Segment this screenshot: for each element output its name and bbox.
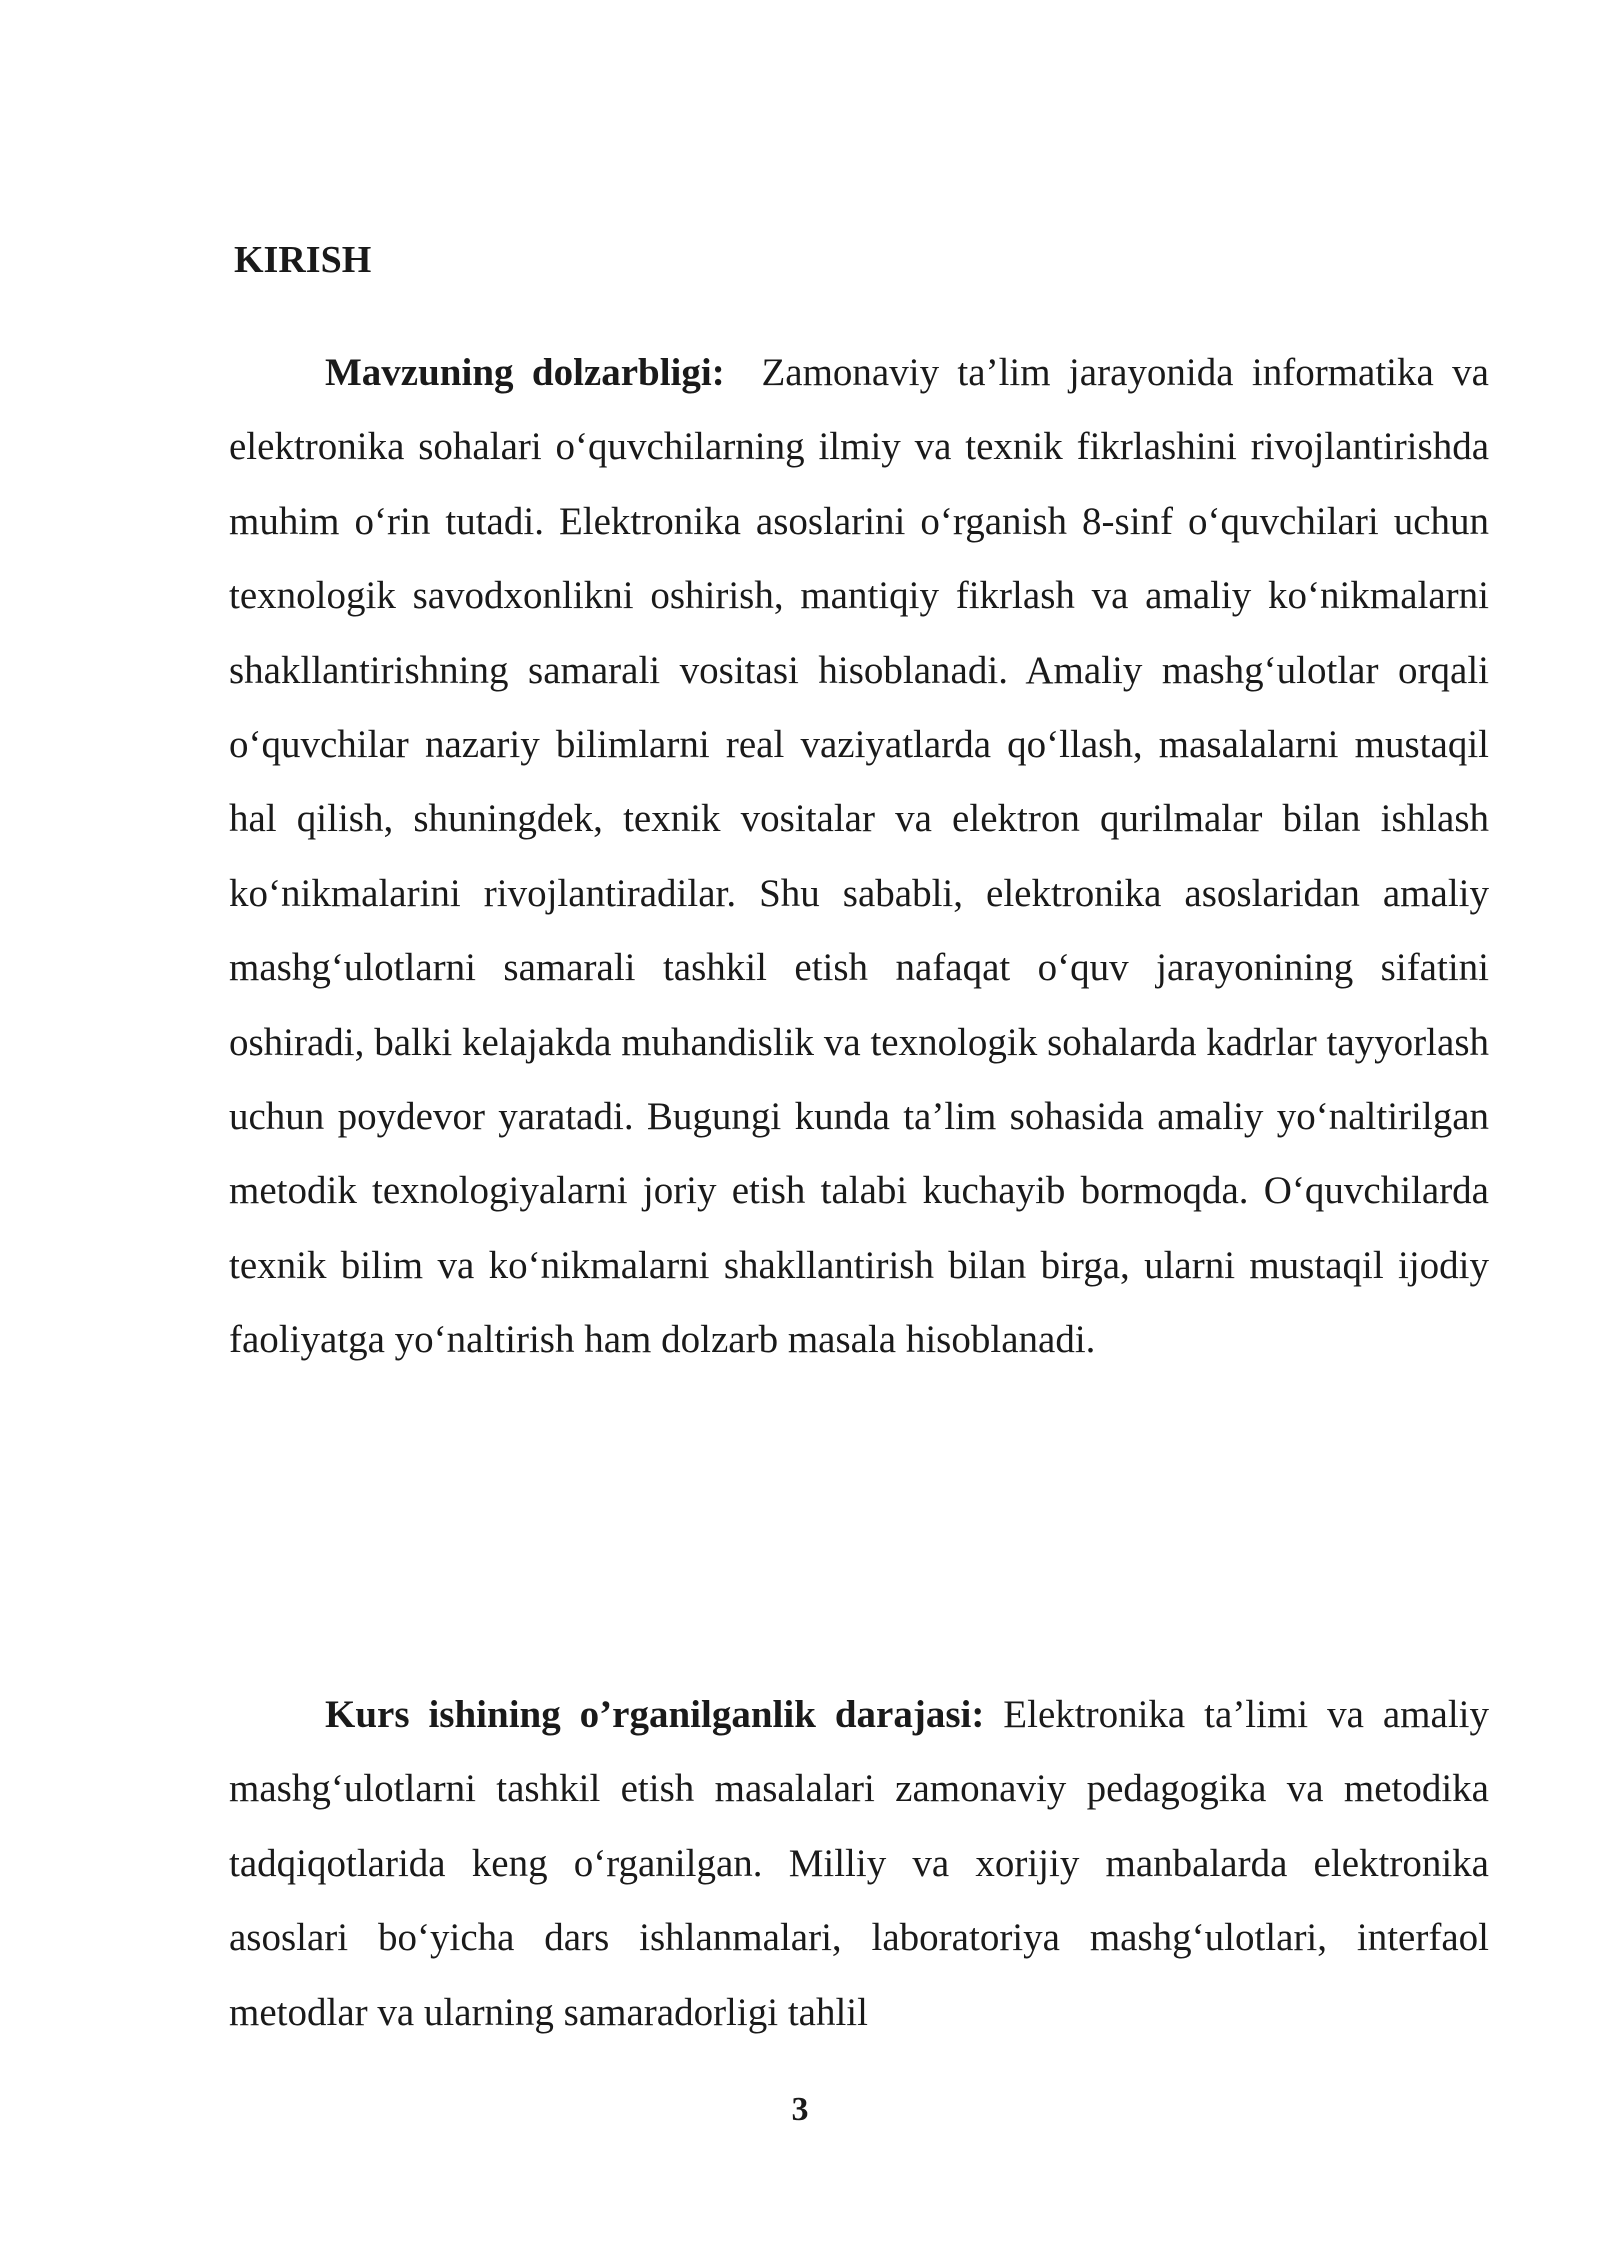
page-number: 3 — [791, 2091, 809, 2128]
section-heading: KIRISH — [234, 239, 372, 281]
paragraph-lead: Mavzuning dolzarbligi: — [325, 351, 725, 394]
paragraph-study-level — [229, 1678, 1489, 2050]
paragraph-body: Elektronika ta’limi va amaliy mashg‘ulotlarni tashkil etish masalalari zamonaviy pedagogika va metodika tadqiqotlarida keng o‘rganilgan. Milliy va xorijiy manbalarda elektronika asoslari bo‘yicha dars ishlanmalari, laboratoriya mashg‘ulotlari, interfaol metodlar va ularning samaradorligi tahlil — [229, 1693, 1489, 2034]
paragraph-relevance — [229, 336, 1489, 1378]
paragraph-lead: Kurs ishining o’rganilganlik darajasi: — [325, 1693, 985, 1736]
paragraph-body: Zamonaviy ta’lim jarayonida informatika va elektronika sohalari o‘quvchilarning ilmiy va texnik fikrlashini rivojlantirishda muhim o‘rin tutadi. Elektronika asoslarini o‘rganish 8-sinf o‘quvchilari uchun texnologik savodxonlikni oshirish, mantiqiy fikrlash va amaliy ko‘nikmalarni shakllantirishning samarali vositasi hisoblanadi. Amaliy mashg‘ulotlar orqali o‘quvchilar nazariy bilimlarni real vaziyatlarda qo‘llash, masalalarni mustaqil hal qilish, shuningdek, texnik vositalar va elektron qurilmalar bilan ishlash ko‘nikmalarini rivojlantiradilar. Shu sababli, elektronika asoslaridan amaliy mashg‘ulotlarni samarali tashkil etish nafaqat o‘quv jarayonining sifatini oshiradi, balki kelajakda muhandislik va texnologik sohalarda kadrlar tayyorlash uchun poydevor yaratadi. Bugungi kunda ta’lim sohasida amaliy yo‘naltirilgan metodik texnologiyalarni joriy etish talabi kuchayib bormoqda. O‘quvchilarda texnik bilim va ko‘nikmalarni shakllantirish bilan birga, ularni mustaqil ijodiy faoliyatga yo‘naltirish ham dolzarb masala hisoblanadi. — [229, 351, 1489, 1362]
